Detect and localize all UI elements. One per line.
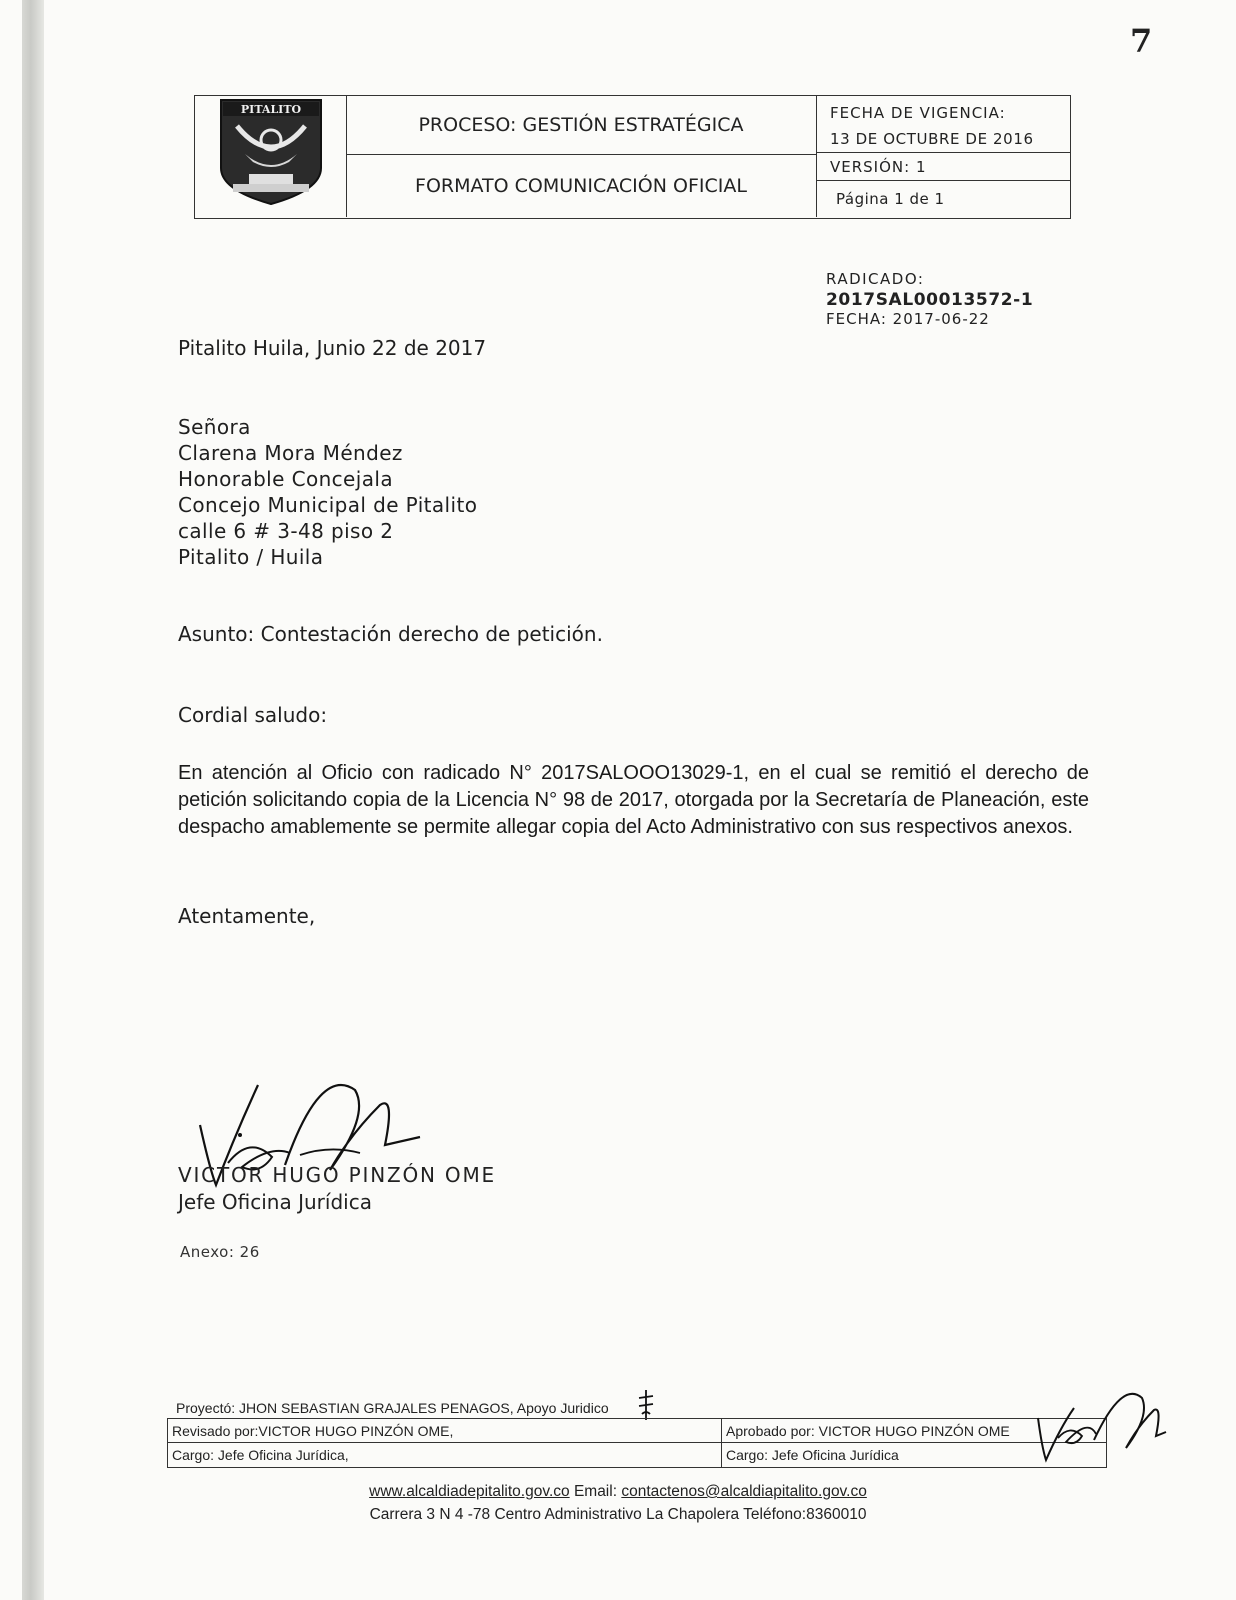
approval-signature xyxy=(1030,1388,1170,1468)
radicado-number: 2017SAL00013572-1 xyxy=(826,290,1034,310)
version-label: VERSIÓN: 1 xyxy=(816,153,1070,181)
process-cell xyxy=(346,96,817,217)
process-title: PROCESO: GESTIÓN ESTRATÉGICA xyxy=(346,96,816,155)
vigencia-value: 13 DE OCTUBRE DE 2016 xyxy=(830,130,1034,148)
reviewer-role: Cargo: Jefe Oficina Jurídica, xyxy=(168,1443,722,1467)
vigencia-label: FECHA DE VIGENCIA: xyxy=(830,104,1006,122)
projected-by: Proyectó: JHON SEBASTIAN GRAJALES PENAGOS, Apoyo Juridico xyxy=(176,1400,609,1416)
signer-title: Jefe Oficina Jurídica xyxy=(178,1190,372,1214)
logo-cell xyxy=(195,96,347,217)
signer-name: VICTOR HUGO PINZÓN OME xyxy=(178,1163,496,1187)
subject-line: Asunto: Contestación derecho de petición. xyxy=(178,622,603,646)
greeting: Cordial saludo: xyxy=(178,703,328,727)
metadata-cell xyxy=(816,96,1070,217)
website-link[interactable]: www.alcaldiadepitalito.gov.co xyxy=(369,1483,570,1500)
recipient-line: Clarena Mora Méndez xyxy=(178,441,403,465)
handwritten-page-number: 7 xyxy=(1130,22,1153,60)
recipient-address xyxy=(178,414,477,570)
radicado-block xyxy=(826,270,1033,328)
approved-by: Aprobado por: VICTOR HUGO PINZÓN OME xyxy=(722,1419,1106,1443)
place-date: Pitalito Huila, Junio 22 de 2017 xyxy=(178,336,487,360)
page-count-label: Página 1 de 1 xyxy=(836,190,945,208)
email-link[interactable]: contactenos@alcaldiapitalito.gov.co xyxy=(621,1483,867,1500)
email-label: Email: xyxy=(573,1483,618,1500)
annex-count: Anexo: 26 xyxy=(180,1243,260,1261)
recipient-line: Señora xyxy=(178,415,251,439)
review-table xyxy=(167,1418,1107,1468)
approver-role: Cargo: Jefe Oficina Jurídica xyxy=(726,1447,899,1463)
pitalito-shield-logo-icon xyxy=(219,98,323,206)
radicado-label: RADICADO: xyxy=(826,270,925,288)
recipient-line: Pitalito / Huila xyxy=(178,545,324,569)
contact-line xyxy=(0,1483,1236,1501)
reviewed-by: Revisado por:VICTOR HUGO PINZÓN OME, xyxy=(168,1419,722,1443)
recipient-line: calle 6 # 3-48 piso 2 xyxy=(178,519,394,543)
recipient-line: Honorable Concejala xyxy=(178,467,393,491)
logo-text: PITALITO xyxy=(240,103,302,116)
recipient-line: Concejo Municipal de Pitalito xyxy=(178,493,478,517)
format-title: FORMATO COMUNICACIÓN OFICIAL xyxy=(415,175,747,197)
radicado-date: FECHA: 2017-06-22 xyxy=(826,310,990,328)
vigencia-box xyxy=(816,96,1070,153)
scan-edge-shadow xyxy=(22,0,44,1600)
postal-address: Carrera 3 N 4 -78 Centro Administrativo La Chapolera Teléfono:8360010 xyxy=(369,1506,867,1523)
closing: Atentamente, xyxy=(178,904,316,928)
initials-mark xyxy=(636,1388,656,1422)
letter-body: En atención al Oficio con radicado N° 2017SALOOO13029-1, en el cual se remitió el derecho de petición solicitando copia de la Licencia N° 98 de 2017, otorgada por la Secretaría de Planeación, este despacho amablemente se permite allegar copia del Acto Administrativo con sus respectivos anexos. xyxy=(178,762,1089,838)
document-header-table xyxy=(194,95,1071,219)
